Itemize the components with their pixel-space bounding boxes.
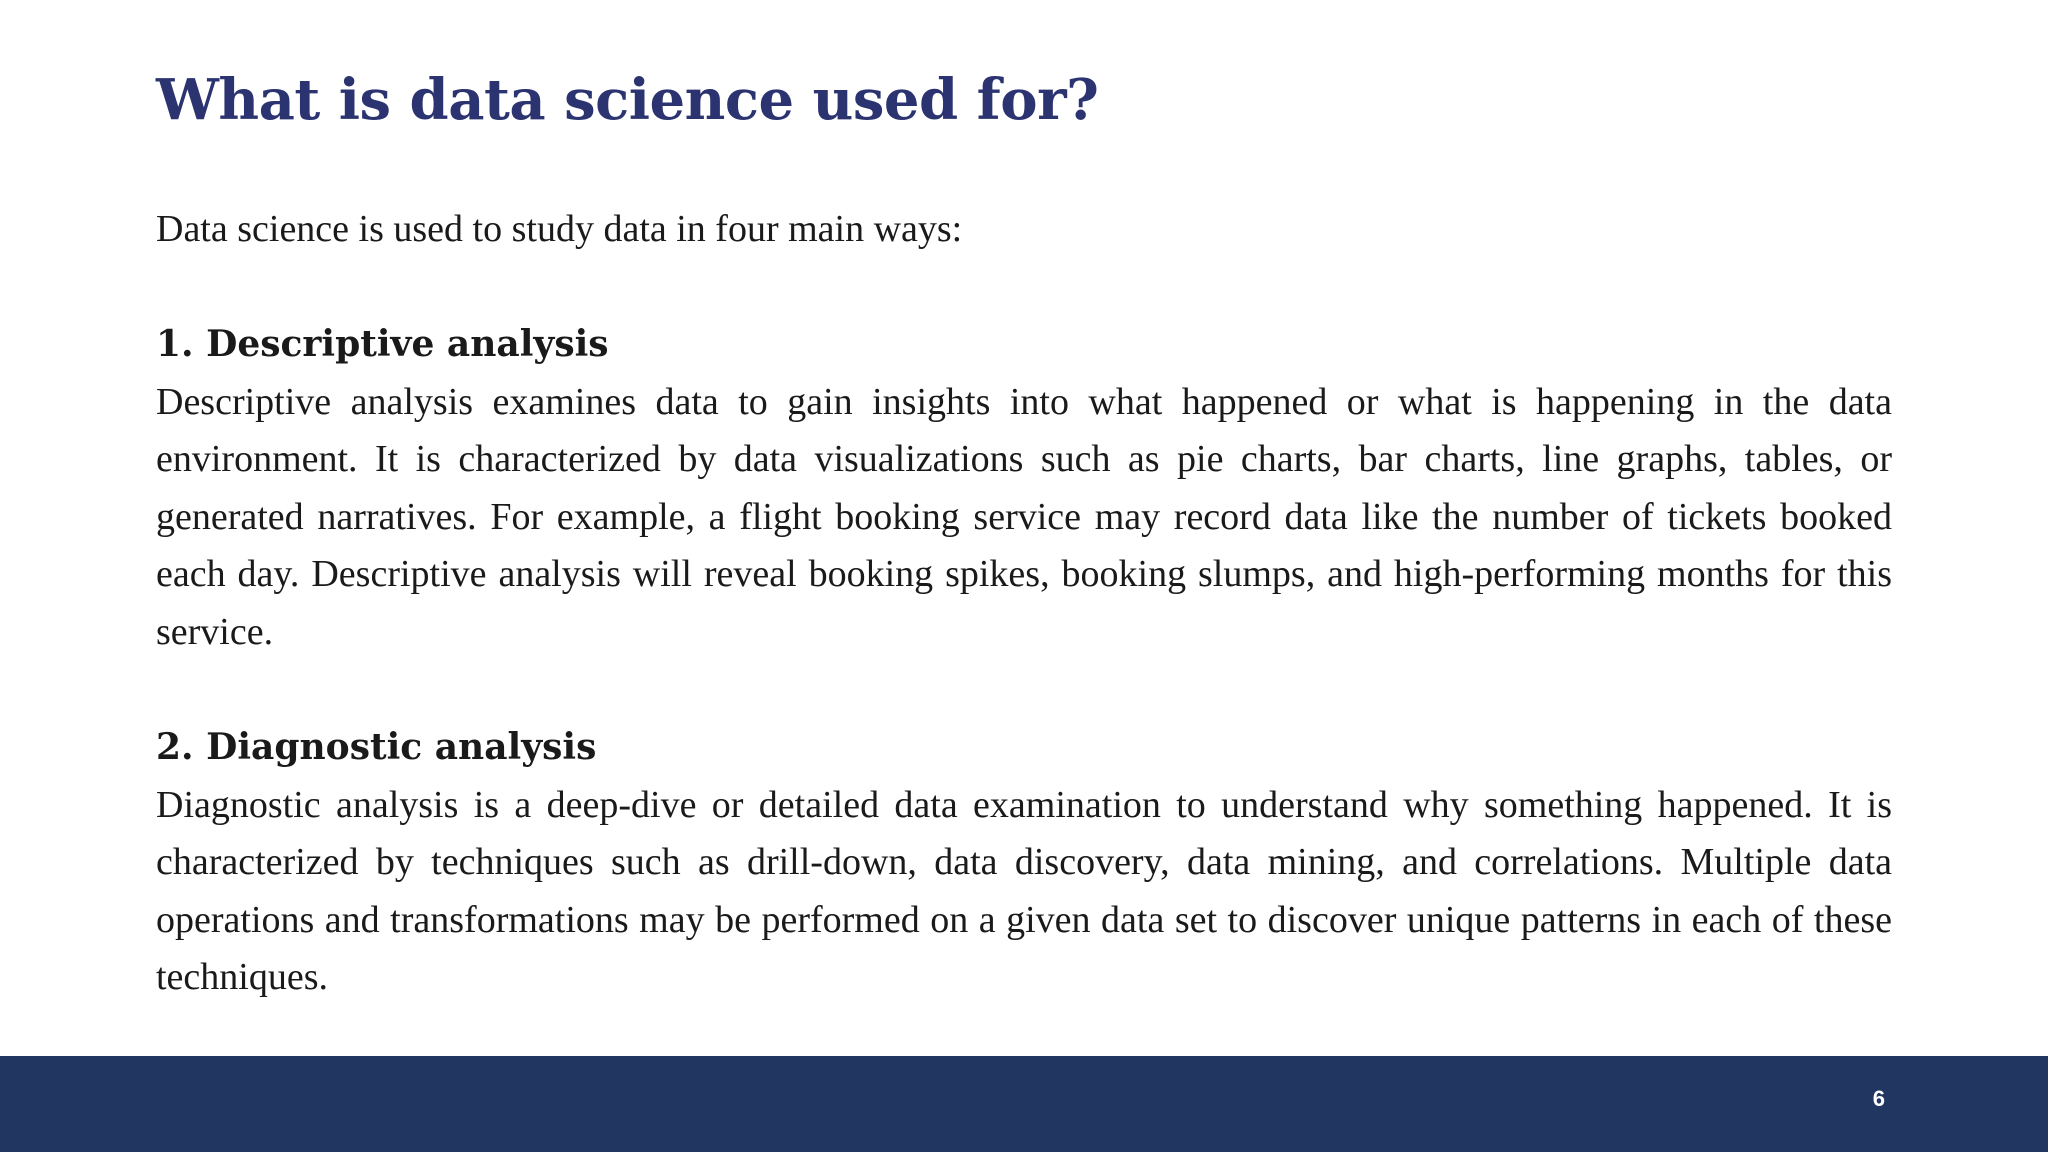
section-descriptive-analysis bbox=[156, 316, 1892, 662]
intro-text: Data science is used to study data in four main ways: bbox=[156, 208, 963, 250]
section-heading: 2. Diagnostic analysis bbox=[156, 726, 597, 768]
footer-bar bbox=[0, 1056, 2048, 1152]
slide-title: What is data science used for? bbox=[156, 67, 1099, 133]
section-body: Descriptive analysis examines data to gain insights into what happened or what is happening in the data environment. It is characterized by data visualizations such as pie charts, bar charts, line graphs, tables, or generated narratives. For example, a flight booking service may record data like the number of tickets booked each day. Descriptive analysis will reveal booking spikes, booking slumps, and high-performing months for this service. bbox=[156, 380, 1892, 653]
section-heading: 1. Descriptive analysis bbox=[156, 323, 609, 365]
section-diagnostic-analysis bbox=[156, 719, 1892, 1007]
section-body: Diagnostic analysis is a deep-dive or detailed data examination to understand why something happened. It is characterized by techniques such as drill-down, data discovery, data mining, and correlations. Multiple data operations and transformations may be performed on a given data set to discover unique patterns in each of these techniques. bbox=[156, 783, 1892, 999]
page-number: 6 bbox=[1872, 1086, 1885, 1111]
